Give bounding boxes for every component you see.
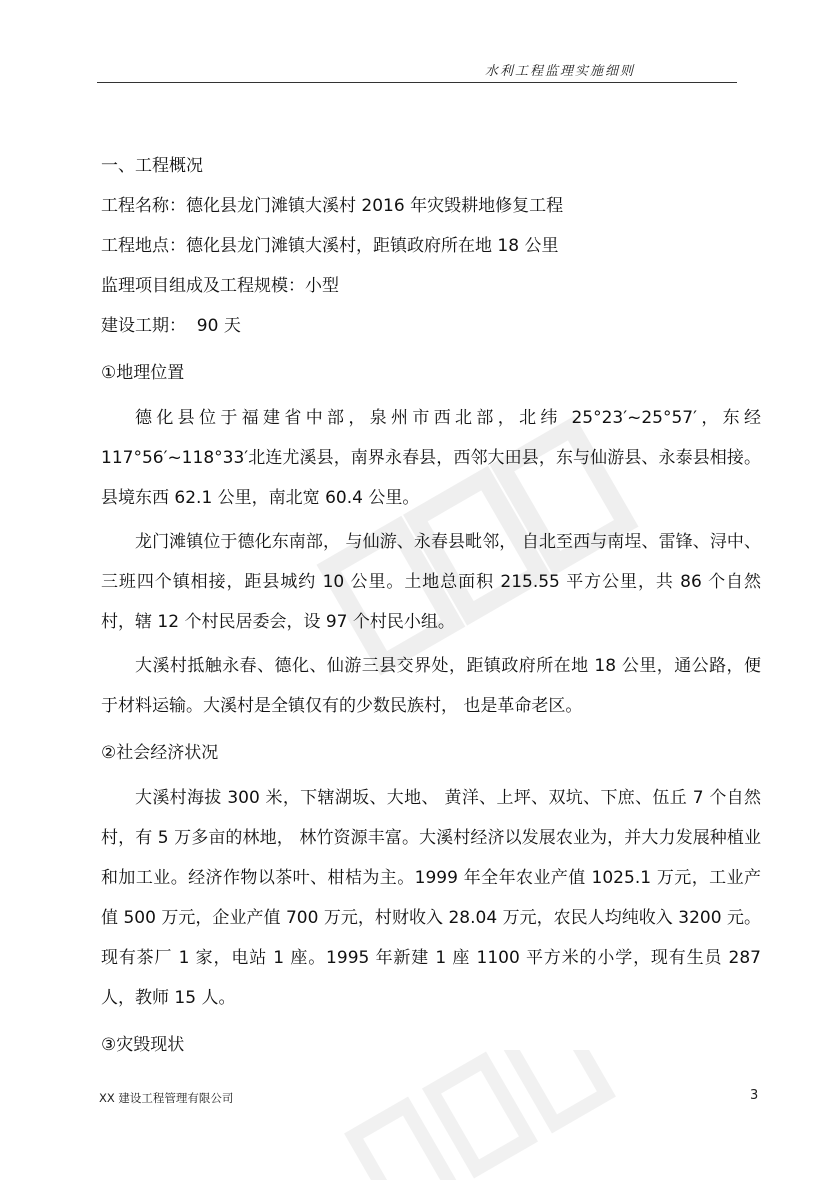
paragraph-village-location: 大溪村抵触永春、德化、仙游三县交界处，距镇政府所在地 18 公里，通公路，便于材料运输。大溪村是全镇仅有的少数民族村， 也是革命老区。 [101,656,761,716]
project-location: 工程地点：德化县龙门滩镇大溪村，距镇政府所在地 18 公里 [101,236,559,256]
page-number: 3 [750,1088,759,1103]
project-scale: 监理项目组成及工程规模：小型 [101,276,339,296]
watermark-logo-bottom [330,1050,630,1180]
paragraph-county-location: 德化县位于福建省中部，泉州市西北部，北纬 25°23′~25°57′，东经 117°56′~118°33′北连尤溪县，南界永春县，西邻大田县，东与仙游县、永泰县相接。县境东西 62.1 公里，南北宽 60.4 公里。 [101,408,761,508]
section-heading-economy: ②社会经济状况 [101,743,219,763]
header-title: 水利工程监理实施细则 [484,64,635,79]
section-heading-geography: ①地理位置 [101,363,185,383]
paragraph-economy: 大溪村海拔 300 米，下辖湖坂、大地、 黄洋、上坪、双坑、下庶、伍丘 7 个自然村，有 5 万多亩的林地， 林竹资源丰富。大溪村经济以发展农业为，并大力发展种植业和加工业。经济作物以茶叶、柑桔为主。1999 年全年农业产值 1025.1 万元，工业产值 500 万元，企业产值 700 万元，村财收入 28.04 万元，农民人均纯收入 3200 元。现有茶厂 1 家，电站 1 座。1995 年新建 1 座 1100 平方米的小学，现有生员 287 人，教师 15 人。 [101,788,761,1008]
construction-period: 建设工期： 90 天 [101,316,241,336]
project-name: 工程名称：德化县龙门滩镇大溪村 2016 年灾毁耕地修复工程 [101,196,564,216]
overview-heading: 一、工程概况 [101,156,203,176]
document-body [101,146,761,1066]
section-heading-damage: ③灾毁现状 [101,1035,185,1055]
footer-company: XX 建设工程管理有限公司 [99,1091,234,1105]
header-divider [97,82,737,83]
paragraph-town-location: 龙门滩镇位于德化东南部， 与仙游、永春县毗邻， 自北至西与南埕、雷锋、浔中、三班四个镇相接，距县城约 10 公里。土地总面积 215.55 平方公里，共 86 个自然村，辖 12 个村民居委会，设 97 个村民小组。 [101,532,761,632]
